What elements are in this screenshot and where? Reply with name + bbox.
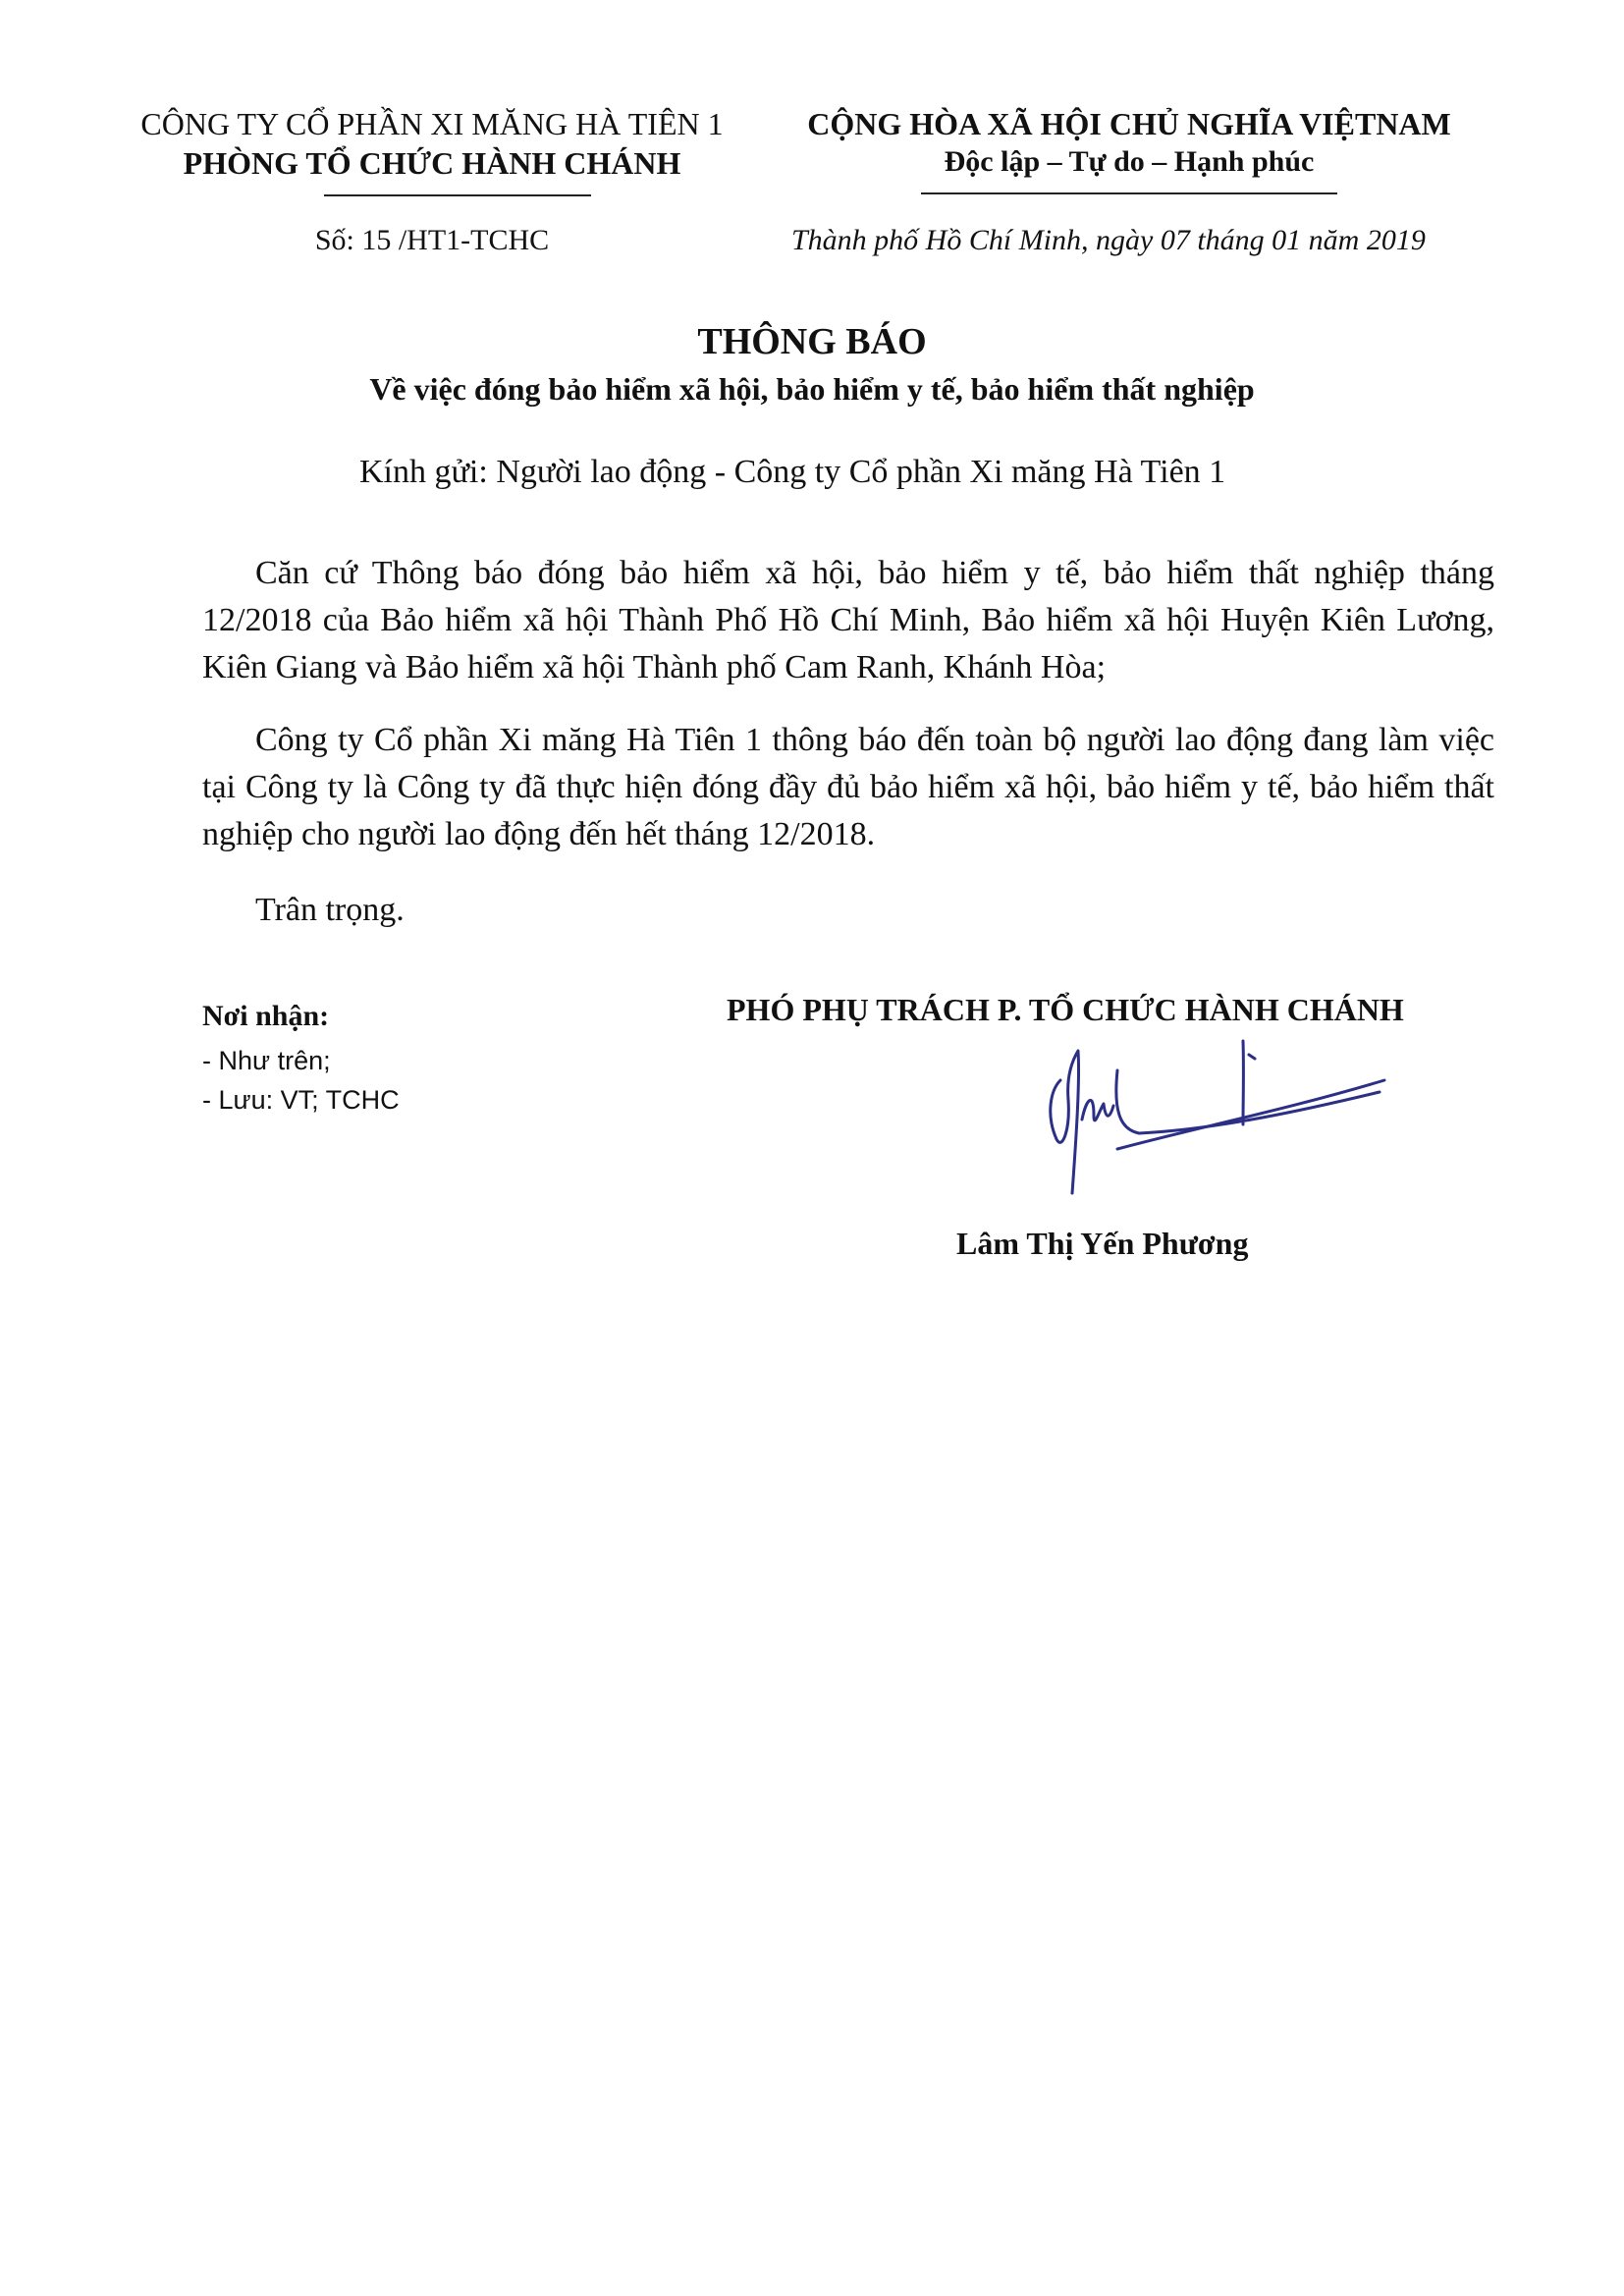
signer-title: PHÓ PHỤ TRÁCH P. TỔ CHỨC HÀNH CHÁNH <box>727 992 1404 1027</box>
body-paragraph-2-text: Công ty Cổ phần Xi măng Hà Tiên 1 thông báo đến toàn bộ người lao động đang làm việc tại Công ty là Công ty đã thực hiện đóng đầy đủ bảo hiểm xã hội, bảo hiểm y tế, bảo hiểm thất nghiệp cho người lao động đến hết tháng 12/2018. <box>202 722 1494 852</box>
handwritten-signature <box>992 1021 1424 1218</box>
body-paragraph-1 <box>202 550 1494 691</box>
place-and-date: Thành phố Hồ Chí Minh, ngày 07 tháng 01 năm 2019 <box>791 224 1426 256</box>
motto-underline <box>921 192 1337 194</box>
recipient-item: - Như trên; <box>202 1046 331 1075</box>
recipient-item: - Lưu: VT; TCHC <box>202 1085 400 1115</box>
document-subject: Về việc đóng bảo hiểm xã hội, bảo hiểm y tế, bảo hiểm thất nghiệp <box>369 371 1255 407</box>
document-number: Số: 15 /HT1-TCHC <box>314 224 550 256</box>
national-motto: Độc lập – Tự do – Hạnh phúc <box>944 145 1315 178</box>
signature-stroke <box>1117 1080 1384 1149</box>
signature-stroke <box>1082 1100 1113 1121</box>
nation-name: CỘNG HÒA XÃ HỘI CHỦ NGHĨA VIỆTNAM <box>807 106 1451 141</box>
closing-remark: Trân trọng. <box>255 892 405 928</box>
signature-stroke <box>1249 1055 1255 1059</box>
signature-stroke <box>1116 1070 1380 1133</box>
department-name: PHÒNG TỔ CHỨC HÀNH CHÁNH <box>183 145 681 181</box>
signer-name: Lâm Thị Yến Phương <box>956 1226 1249 1261</box>
body-paragraph-1-text: Căn cứ Thông báo đóng bảo hiểm xã hội, bảo hiểm y tế, bảo hiểm thất nghiệp tháng 12/2018 của Bảo hiểm xã hội Thành Phố Hồ Chí Minh, Bảo hiểm xã hội Huyện Kiên Lương, Kiên Giang và Bảo hiểm xã hội Thành phố Cam Ranh, Khánh Hòa; <box>202 555 1494 685</box>
signature-stroke <box>1051 1051 1079 1193</box>
body-paragraph-2 <box>202 717 1494 858</box>
recipient-line: Kính gửi: Người lao động - Công ty Cổ phần Xi măng Hà Tiên 1 <box>359 454 1226 490</box>
document-title: THÔNG BÁO <box>697 321 927 362</box>
recipients-list <box>202 1041 400 1120</box>
department-underline <box>324 194 591 196</box>
recipients-label: Nơi nhận: <box>202 1000 330 1032</box>
company-name: CÔNG TY CỔ PHẦN XI MĂNG HÀ TIÊN 1 <box>140 106 724 141</box>
